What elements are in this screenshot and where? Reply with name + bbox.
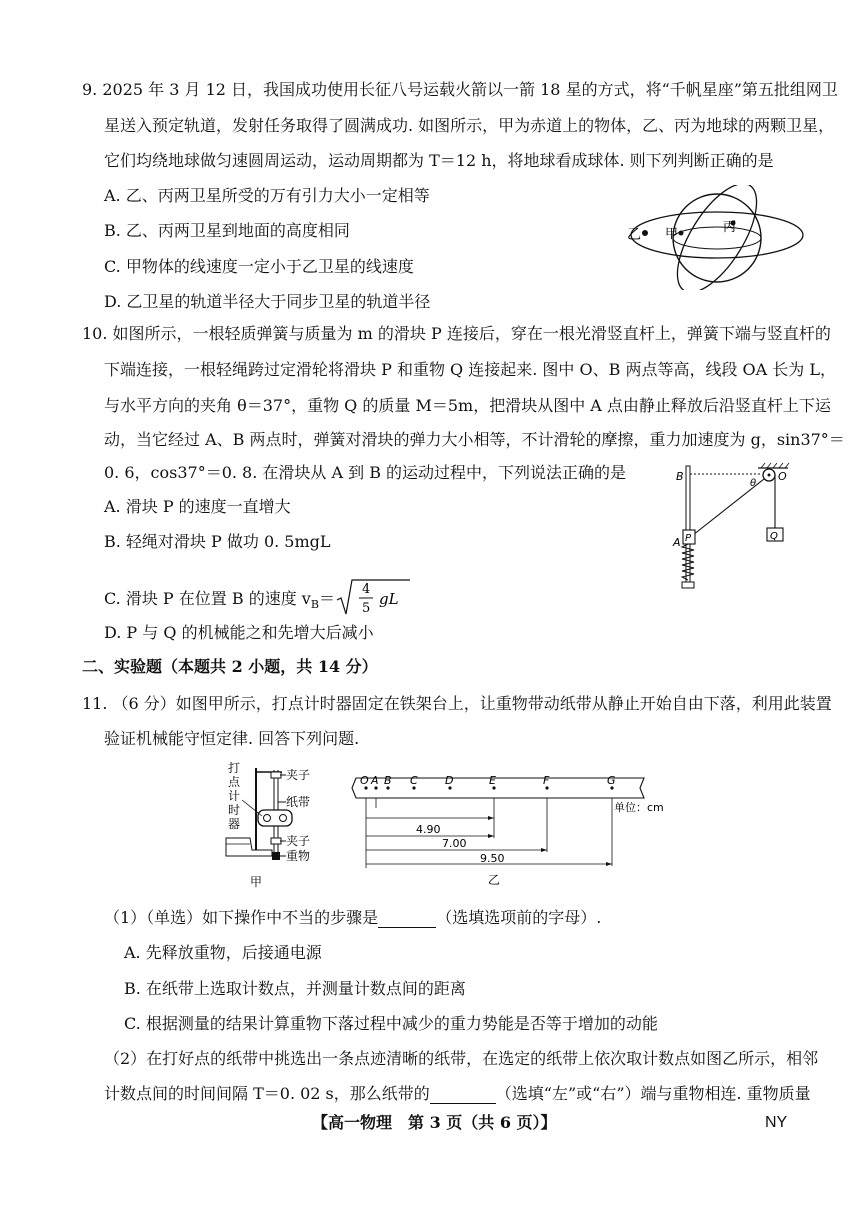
frac-denominator: 5: [361, 601, 371, 616]
q11-line2: 验证机械能守恒定律. 回答下列问题.: [104, 729, 360, 748]
label-point-b: B: [384, 774, 392, 787]
q11-part1-hint: （选填选项前的字母）.: [436, 908, 602, 927]
label-b: B: [676, 470, 684, 483]
q11-part1-option-b: B. 在纸带上选取计数点，并测量计数点间的距离: [124, 979, 466, 998]
label-point-g: G: [607, 774, 616, 787]
q9-option-c: C. 甲物体的线速度一定小于乙卫星的线速度: [104, 257, 414, 276]
caption-jia: 甲: [250, 875, 263, 889]
label-theta: θ: [750, 478, 757, 489]
q10-line5: 0. 6，cos37°＝0. 8. 在滑块从 A 到 B 的运动过程中，下列说法正确的是: [104, 463, 627, 482]
q11-part1-option-c: C. 根据测量的结果计算重物下落过程中减少的重力势能是否等于增加的动能: [124, 1014, 658, 1033]
q9-option-d: D. 乙卫星的轨道半径大于同步卫星的轨道半径: [104, 292, 431, 311]
weight: [272, 852, 280, 860]
q11-part1-option-a: A. 先释放重物，后接通电源: [124, 943, 322, 962]
label-p: P: [685, 533, 692, 544]
q10-option-c: [104, 578, 411, 618]
label-o: O: [778, 470, 787, 483]
sqrt-expression: [335, 578, 411, 618]
answer-blank-1[interactable]: [378, 911, 436, 928]
paper-tape-figure: [348, 770, 668, 890]
section-heading: 二、实验题（本题共 2 小题，共 14 分）: [82, 657, 378, 676]
pulley-figure: [670, 458, 800, 593]
distance-ae: 4.90: [416, 823, 441, 836]
timer-label-2: 点: [228, 775, 241, 789]
frac-numerator: 4: [361, 582, 371, 597]
q11-part2-hint: （选填“左”或“右”）端与重物相连. 重物质量: [495, 1084, 811, 1103]
earth-circle: [673, 194, 761, 282]
orbit-bing: [662, 185, 772, 290]
timer-label-4: 时: [228, 803, 241, 817]
q10-line1: 10. 如图所示，一根轻质弹簧与质量为 m 的滑块 P 连接后，穿在一根光滑竖直杆上，弹簧下端与竖直杆的: [82, 324, 831, 343]
label-weight: 重物: [286, 849, 311, 863]
q10-option-a: A. 滑块 P 的速度一直增大: [104, 497, 291, 516]
q11-part2-text: 计数点间的时间间隔 T＝0. 02 s，那么纸带的: [104, 1084, 430, 1103]
satellite-yi: [642, 230, 648, 236]
orbit-yi: [631, 212, 803, 258]
caption-yi: 乙: [488, 873, 501, 887]
q11-line1: 11. （6 分）如图甲所示，打点计时器固定在铁架台上，让重物带动纸带从静止开始自由下落，利用此装置: [82, 694, 832, 713]
label-point-c: C: [410, 774, 418, 787]
earth-orbit-figure: [625, 185, 810, 290]
label-q: Q: [770, 531, 778, 542]
q11-part2-line1: （2）在打好点的纸带中挑选出一条点迹清晰的纸带，在选定的纸带上依次取计数点如图乙所示，相邻: [104, 1049, 819, 1068]
footer-code: NY: [765, 1114, 788, 1131]
q9-line3: 它们均绕地球做匀速圆周运动，运动周期都为 T＝12 h，将地球看成球体. 则下列判断正确的是: [104, 151, 774, 170]
q9-line2: 星送入预定轨道，发射任务取得了圆满成功. 如图所示，甲为赤道上的物体，乙、丙为地球的两颗卫星，: [104, 116, 835, 135]
label-yi: 乙: [627, 227, 641, 243]
label-jia: 甲: [665, 227, 679, 242]
q10-line3: 与水平方向的夹角 θ＝37°，重物 Q 的质量 M＝5m，把滑块从图中 A 点由静止释放后沿竖直杆上下运: [104, 396, 831, 415]
page-footer: 【高一物理 第 3 页（共 6 页）】: [312, 1113, 557, 1132]
q11-part2-line2: [104, 1084, 811, 1104]
distance-ag: 9.50: [480, 852, 505, 865]
unit-label: 单位：cm: [614, 801, 664, 814]
label-a: A: [673, 536, 681, 549]
q10-line4: 动，当它经过 A、B 两点时，弹簧对滑块的弹力大小相等，不计滑轮的摩擦，重力加速度为 g，sin37°＝: [104, 430, 845, 449]
label-point-o: O: [360, 774, 369, 787]
q9-line1: 9. 2025 年 3 月 12 日，我国成功使用长征八号运载火箭以一箭 18 星的方式，将“千帆星座”第五批组网卫: [82, 80, 838, 99]
sqrt-gl: gL: [378, 590, 399, 608]
answer-blank-2[interactable]: [430, 1087, 496, 1104]
q9-option-b: B. 乙、丙两卫星到地面的高度相同: [104, 221, 350, 240]
q10-option-c-text: C. 滑块 P 在位置 B 的速度 v: [104, 589, 311, 608]
tape: [352, 778, 644, 798]
timer-label-1: 打: [228, 761, 241, 775]
object-jia: [679, 231, 684, 236]
q10-option-c-eq: ＝: [318, 589, 335, 608]
q10-line2: 下端连接，一根轻绳跨过定滑轮将滑块 P 和重物 Q 连接起来. 图中 O、B 两点等高，线段 OA 长为 L，: [104, 360, 837, 379]
distance-af: 7.00: [442, 837, 467, 850]
q10-option-b: B. 轻绳对滑块 P 做功 0. 5mgL: [104, 532, 331, 551]
label-point-e: E: [489, 774, 496, 787]
q10-option-c-sub: B: [310, 598, 319, 612]
label-point-d: D: [445, 774, 454, 787]
label-tape: 纸带: [286, 795, 311, 809]
q11-part1: [104, 908, 601, 928]
q10-option-d: D. P 与 Q 的机械能之和先增大后减小: [104, 623, 374, 642]
label-point-a: A: [371, 774, 379, 787]
apparatus-figure: [222, 760, 330, 890]
label-bing: 丙: [723, 220, 737, 235]
q9-option-a: A. 乙、丙两卫星所受的万有引力大小一定相等: [104, 186, 430, 205]
label-clip-top: 夹子: [286, 768, 311, 782]
timer-label-5: 器: [228, 817, 241, 831]
q11-part1-text: （1）（单选）如下操作中不当的步骤是: [104, 908, 379, 927]
label-point-f: F: [543, 774, 550, 787]
timer-label-3: 计: [228, 789, 241, 803]
label-clip-bottom: 夹子: [286, 834, 311, 848]
